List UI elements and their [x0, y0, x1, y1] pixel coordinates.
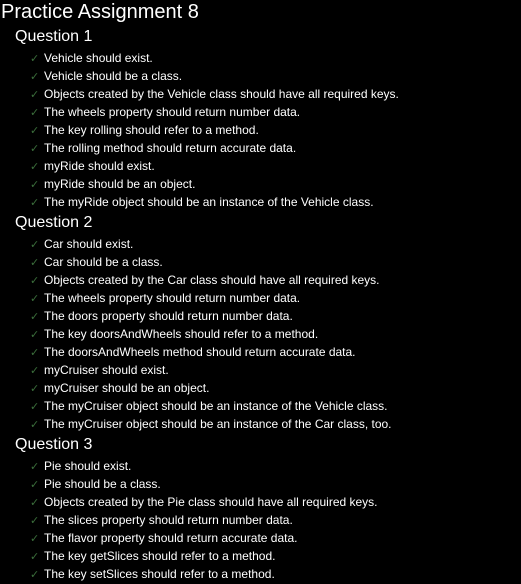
- test-item: [30, 157, 521, 175]
- page-title: Practice Assignment 8: [1, 1, 199, 23]
- test-label: myRide should exist.: [44, 159, 155, 173]
- check-icon: ✓: [30, 461, 40, 473]
- check-icon: ✓: [30, 125, 40, 137]
- test-list: [15, 235, 521, 433]
- test-label: Car should exist.: [44, 237, 134, 251]
- check-icon: ✓: [30, 257, 40, 269]
- test-item: [30, 235, 521, 253]
- check-icon: ✓: [30, 53, 40, 65]
- test-label: Vehicle should exist.: [44, 51, 153, 65]
- question-heading: Question 1: [15, 28, 93, 45]
- test-item: [30, 103, 521, 121]
- test-item: [30, 547, 521, 565]
- test-label: The doors property should return number data.: [44, 309, 293, 323]
- check-icon: ✓: [30, 383, 40, 395]
- test-label: The flavor property should return accurate data.: [44, 531, 298, 545]
- test-label: Car should be a class.: [44, 255, 163, 269]
- test-item: [30, 397, 521, 415]
- test-item: [30, 493, 521, 511]
- test-item: [30, 121, 521, 139]
- test-item: [30, 415, 521, 433]
- test-label: Pie should be a class.: [44, 477, 161, 491]
- test-item: [30, 307, 521, 325]
- check-icon: ✓: [30, 161, 40, 173]
- test-item: [30, 175, 521, 193]
- check-icon: ✓: [30, 239, 40, 251]
- test-label: Objects created by the Car class should have all required keys.: [44, 273, 380, 287]
- check-icon: ✓: [30, 569, 40, 581]
- question-heading: Question 3: [15, 436, 93, 453]
- check-icon: ✓: [30, 419, 40, 431]
- check-icon: ✓: [30, 275, 40, 287]
- test-label: Objects created by the Vehicle class should have all required keys.: [44, 87, 399, 101]
- test-label: The myCruiser object should be an instance of the Vehicle class.: [44, 399, 388, 413]
- test-item: [30, 565, 521, 583]
- test-item: [30, 457, 521, 475]
- test-label: The wheels property should return number data.: [44, 291, 301, 305]
- test-item: [30, 529, 521, 547]
- test-label: myCruiser should be an object.: [44, 381, 210, 395]
- check-icon: ✓: [30, 479, 40, 491]
- test-item: [30, 67, 521, 85]
- test-item: [30, 343, 521, 361]
- check-icon: ✓: [30, 311, 40, 323]
- test-item: [30, 49, 521, 67]
- check-icon: ✓: [30, 551, 40, 563]
- test-item: [30, 253, 521, 271]
- test-item: [30, 193, 521, 211]
- test-label: The key getSlices should refer to a method.: [44, 549, 276, 563]
- test-item: [30, 289, 521, 307]
- test-label: Pie should exist.: [44, 459, 132, 473]
- test-label: The rolling method should return accurate data.: [44, 141, 297, 155]
- check-icon: ✓: [30, 533, 40, 545]
- check-icon: ✓: [30, 515, 40, 527]
- check-icon: ✓: [30, 179, 40, 191]
- question-section: [15, 211, 521, 433]
- test-label: The myRide object should be an instance of the Vehicle class.: [44, 195, 374, 209]
- check-icon: ✓: [30, 293, 40, 305]
- test-item: [30, 475, 521, 493]
- check-icon: ✓: [30, 497, 40, 509]
- check-icon: ✓: [30, 329, 40, 341]
- test-item: [30, 379, 521, 397]
- test-item: [30, 511, 521, 529]
- check-icon: ✓: [30, 89, 40, 101]
- test-label: Objects created by the Pie class should have all required keys.: [44, 495, 378, 509]
- test-label: The doorsAndWheels method should return accurate data.: [44, 345, 356, 359]
- test-label: The myCruiser object should be an instance of the Car class, too.: [44, 417, 392, 431]
- test-item: [30, 271, 521, 289]
- check-icon: ✓: [30, 347, 40, 359]
- question-section: [15, 25, 521, 211]
- question-heading: Question 2: [15, 214, 93, 231]
- question-section: [15, 433, 521, 583]
- test-item: [30, 85, 521, 103]
- check-icon: ✓: [30, 401, 40, 413]
- test-item: [30, 361, 521, 379]
- test-label: Vehicle should be a class.: [44, 69, 183, 83]
- test-list: [15, 49, 521, 211]
- test-label: The key doorsAndWheels should refer to a method.: [44, 327, 319, 341]
- test-label: The key setSlices should refer to a method.: [44, 567, 275, 581]
- test-label: The wheels property should return number data.: [44, 105, 301, 119]
- check-icon: ✓: [30, 107, 40, 119]
- test-label: myRide should be an object.: [44, 177, 196, 191]
- check-icon: ✓: [30, 71, 40, 83]
- check-icon: ✓: [30, 365, 40, 377]
- test-label: The key rolling should refer to a method.: [44, 123, 259, 137]
- check-icon: ✓: [30, 143, 40, 155]
- test-label: The slices property should return number data.: [44, 513, 293, 527]
- test-item: [30, 325, 521, 343]
- check-icon: ✓: [30, 197, 40, 209]
- test-list: [15, 457, 521, 583]
- test-label: myCruiser should exist.: [44, 363, 169, 377]
- test-results: [15, 25, 521, 583]
- test-item: [30, 139, 521, 157]
